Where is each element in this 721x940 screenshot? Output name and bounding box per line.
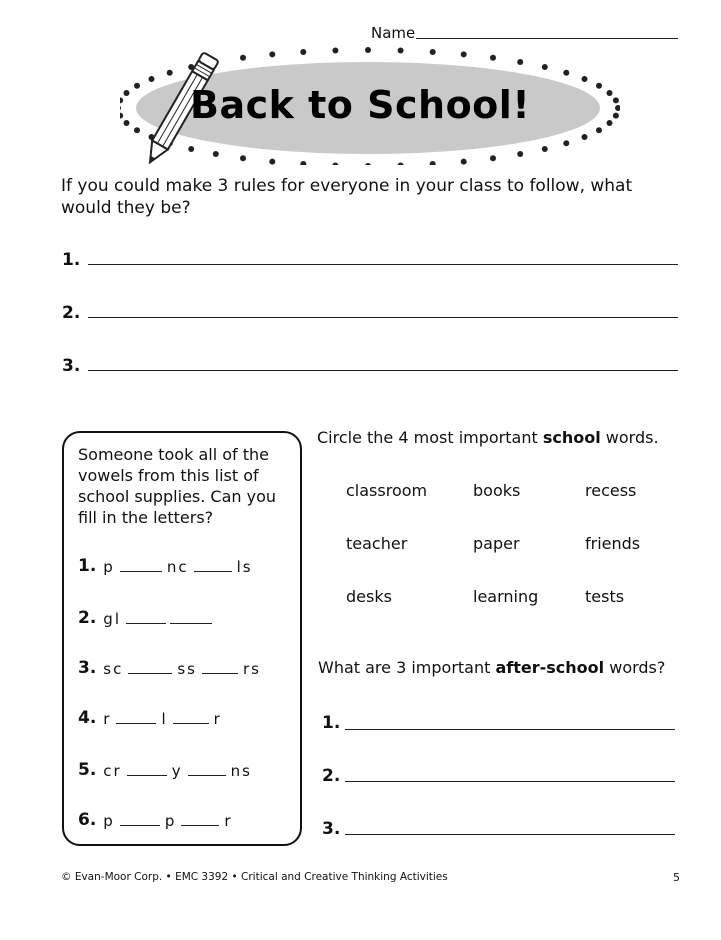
header-dot bbox=[542, 146, 548, 152]
page-title: Back to School! bbox=[190, 83, 531, 127]
rule-answer-line-1[interactable] bbox=[88, 264, 678, 265]
header-dot bbox=[188, 146, 194, 152]
header-dot bbox=[213, 151, 219, 157]
after-school-prompt bbox=[318, 658, 665, 677]
supplies-intro: Someone took all of the vowels from this list of school supplies. Can you fill in the letters? bbox=[78, 445, 277, 527]
header-dot bbox=[607, 90, 613, 96]
header-dot bbox=[167, 70, 173, 76]
supply-item bbox=[78, 658, 264, 678]
name-label: Name bbox=[371, 24, 416, 42]
rule-answer-line-2[interactable] bbox=[88, 317, 678, 318]
supply-letters: sc bbox=[103, 660, 124, 678]
prompt-bold: school bbox=[542, 428, 601, 447]
header-dot bbox=[300, 161, 306, 165]
word-option[interactable]: books bbox=[473, 481, 521, 500]
header-dot bbox=[613, 97, 619, 103]
header-dot bbox=[563, 140, 569, 146]
header-dot bbox=[398, 48, 404, 54]
supply-item bbox=[78, 708, 225, 728]
header-dot bbox=[596, 127, 602, 133]
letter-blank[interactable] bbox=[120, 570, 162, 572]
supply-number: 3. bbox=[78, 658, 97, 678]
prompt-text: Circle the 4 most important bbox=[317, 428, 543, 447]
after-school-answer-line-3[interactable] bbox=[345, 834, 675, 835]
after-school-number: 1. bbox=[322, 713, 341, 733]
word-option[interactable]: recess bbox=[585, 481, 637, 500]
header-dot bbox=[430, 161, 436, 165]
header-dot bbox=[365, 163, 371, 165]
header-dot bbox=[120, 97, 123, 103]
header-dot bbox=[134, 83, 140, 89]
page-number: 5 bbox=[673, 871, 680, 884]
header-dot bbox=[240, 155, 246, 161]
supply-item bbox=[78, 760, 255, 780]
rule-number: 2. bbox=[62, 303, 81, 323]
supply-letters: cr bbox=[103, 762, 122, 780]
circle-words-prompt bbox=[317, 428, 659, 447]
supply-letters: l bbox=[161, 710, 168, 728]
supply-letters: nc bbox=[166, 558, 189, 576]
letter-blank[interactable] bbox=[170, 622, 212, 624]
header-dot bbox=[461, 51, 467, 57]
after-school-answer-line-1[interactable] bbox=[345, 729, 675, 730]
header-dot bbox=[596, 83, 602, 89]
letter-blank[interactable] bbox=[194, 570, 232, 572]
supply-number: 5. bbox=[78, 760, 97, 780]
word-option[interactable]: desks bbox=[346, 587, 392, 606]
supply-letters: r bbox=[224, 812, 233, 830]
header-dot bbox=[582, 134, 588, 140]
header-dot bbox=[607, 120, 613, 126]
rule-number: 3. bbox=[62, 356, 81, 376]
word-option[interactable]: learning bbox=[473, 587, 539, 606]
word-option[interactable]: teacher bbox=[346, 534, 408, 553]
supply-letters: r bbox=[103, 710, 112, 728]
header-dot bbox=[124, 120, 130, 126]
prompt-text: What are 3 important bbox=[318, 658, 496, 677]
header-dot bbox=[615, 105, 620, 111]
header-dot bbox=[269, 51, 275, 57]
header-dot bbox=[365, 47, 371, 53]
prompt-text: words. bbox=[600, 428, 659, 447]
word-option[interactable]: classroom bbox=[346, 481, 428, 500]
header-dot bbox=[517, 59, 523, 65]
header-dot bbox=[430, 49, 436, 55]
supply-letters: p bbox=[164, 812, 177, 830]
supply-letters: r bbox=[213, 710, 222, 728]
supply-letters: p bbox=[103, 812, 115, 830]
after-school-answer-line-2[interactable] bbox=[345, 781, 675, 782]
header-dot bbox=[240, 55, 246, 61]
header-dot bbox=[269, 159, 275, 165]
rule-answer-line-3[interactable] bbox=[88, 370, 678, 371]
prompt-text: words? bbox=[604, 658, 666, 677]
header-dot bbox=[120, 105, 121, 111]
supply-number: 6. bbox=[78, 810, 97, 830]
supply-letters: y bbox=[171, 762, 183, 780]
supply-number: 2. bbox=[78, 608, 97, 628]
header-dot bbox=[582, 76, 588, 82]
rules-prompt: If you could make 3 rules for everyone in your class to follow, what would they be? bbox=[61, 176, 633, 218]
header-dot bbox=[461, 159, 467, 165]
header-dot bbox=[134, 127, 140, 133]
after-school-number: 2. bbox=[322, 766, 341, 786]
supply-number: 1. bbox=[78, 556, 97, 576]
header-dot bbox=[613, 113, 619, 119]
supply-number: 4. bbox=[78, 708, 97, 728]
name-field-line[interactable] bbox=[416, 38, 678, 39]
header-dot bbox=[300, 49, 306, 55]
header-dot bbox=[490, 55, 496, 61]
word-option[interactable]: paper bbox=[473, 534, 520, 553]
header-dot bbox=[398, 163, 404, 166]
supply-letters: ls bbox=[236, 558, 253, 576]
letter-blank[interactable] bbox=[173, 722, 209, 724]
letter-blank[interactable] bbox=[126, 622, 166, 624]
letter-blank[interactable] bbox=[120, 824, 160, 826]
supply-item bbox=[78, 608, 214, 628]
header-dot bbox=[542, 64, 548, 70]
supply-item bbox=[78, 810, 236, 830]
header-dot bbox=[332, 163, 338, 166]
header-dot bbox=[120, 113, 123, 119]
letter-blank[interactable] bbox=[128, 672, 172, 674]
supply-letters: gl bbox=[103, 610, 121, 628]
prompt-bold: after-school bbox=[495, 658, 605, 677]
footer-credit: © Evan-Moor Corp. • EMC 3392 • Critical and Creative Thinking Activities bbox=[61, 871, 448, 883]
header-dot bbox=[563, 70, 569, 76]
word-option[interactable]: friends bbox=[585, 534, 641, 553]
word-option[interactable]: tests bbox=[585, 587, 625, 606]
letter-blank[interactable] bbox=[181, 824, 219, 826]
header-dot bbox=[490, 155, 496, 161]
letter-blank[interactable] bbox=[116, 722, 156, 724]
after-school-number: 3. bbox=[322, 819, 341, 839]
letter-blank[interactable] bbox=[127, 774, 167, 776]
header-dot bbox=[149, 76, 155, 82]
supply-letters: p bbox=[103, 558, 115, 576]
supply-item bbox=[78, 556, 256, 576]
supply-letters: ss bbox=[177, 660, 197, 678]
letter-blank[interactable] bbox=[188, 774, 226, 776]
letter-blank[interactable] bbox=[202, 672, 238, 674]
supply-letters: rs bbox=[243, 660, 261, 678]
header-dot bbox=[332, 48, 338, 54]
header-dot bbox=[517, 151, 523, 157]
supply-letters: ns bbox=[230, 762, 252, 780]
rule-number: 1. bbox=[62, 250, 81, 270]
header-dot bbox=[124, 90, 130, 96]
